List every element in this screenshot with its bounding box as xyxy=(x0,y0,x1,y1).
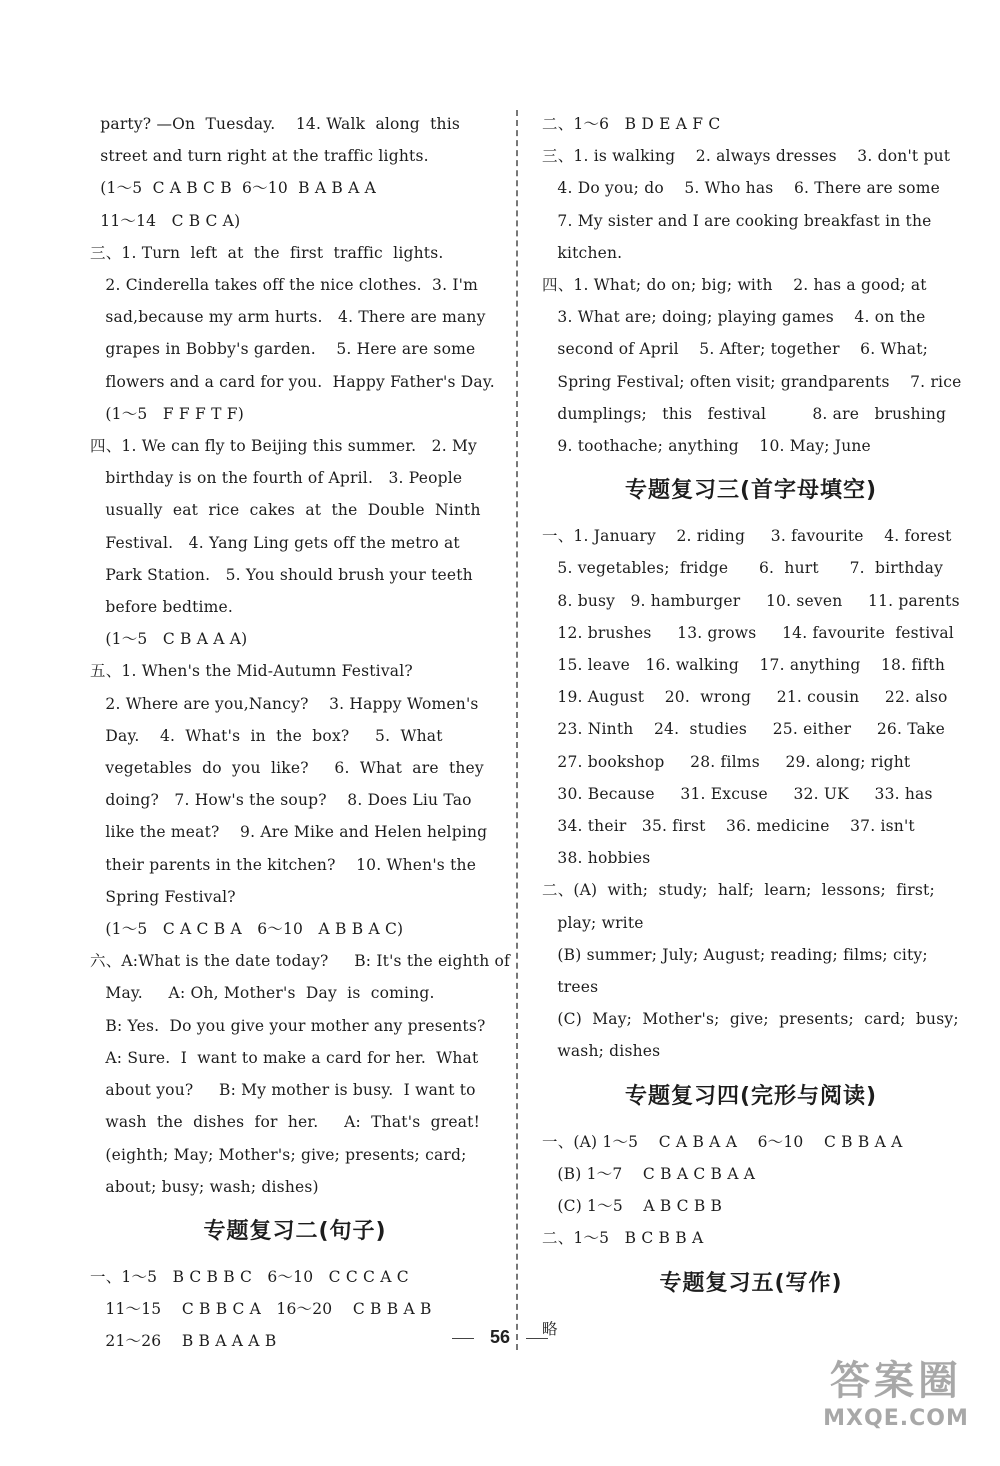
answer-line: 2. Where are you,Nancy? 3. Happy Women's xyxy=(90,694,479,713)
answer-line: before bedtime. xyxy=(90,598,234,617)
answer-line: (C) 1～5 A B C B B xyxy=(542,1197,723,1216)
answers-block-4 xyxy=(542,520,960,1067)
answer-line: about you? B: My mother is busy. I want to xyxy=(90,1081,476,1100)
site-logo-watermark xyxy=(810,1356,982,1448)
answer-line: 2. Cinderella takes off the nice clothes. 3. I'm xyxy=(90,276,479,295)
answer-line: Spring Festival? xyxy=(90,887,236,906)
answer-line: kitchen. xyxy=(542,243,623,262)
answer-line: 34. their 35. first 36. medicine 37. isn't xyxy=(542,817,915,836)
answer-line: 27. bookshop 28. films 29. along; right xyxy=(542,752,911,771)
dash-left xyxy=(452,1338,474,1339)
answer-line: second of April 5. After; together 6. What; xyxy=(542,340,929,359)
answer-line: like the meat? 9. Are Mike and Helen helping xyxy=(90,823,488,842)
answer-line: sad,because my arm hurts. 4. There are many xyxy=(90,308,486,327)
column-divider xyxy=(516,110,518,1350)
answer-line: B: Yes. Do you give your mother any presents? xyxy=(90,1016,486,1035)
answers-block-3 xyxy=(542,108,960,462)
answer-line: 19. August 20. wrong 21. cousin 22. also xyxy=(542,688,948,707)
answer-line: doing? 7. How's the soup? 8. Does Liu Tao xyxy=(90,791,472,810)
answer-line: 5. vegetables; fridge 6. hurt 7. birthday xyxy=(542,559,944,578)
section-heading-5: 专题复习五(写作) xyxy=(659,1270,843,1296)
answer-line: 21～26 B B A A A B xyxy=(90,1332,277,1351)
answer-line: grapes in Bobby's garden. 5. Here are some xyxy=(90,340,476,359)
answer-line: street and turn right at the traffic lights. xyxy=(90,147,429,166)
answer-line: dumplings; this festival 8. are brushing xyxy=(542,404,947,423)
answer-line: 3. What are; doing; playing games 4. on the xyxy=(542,308,926,327)
answer-line: 一、(A) 1～5 C A B A A 6～10 C B B A A xyxy=(542,1132,903,1151)
answer-line: 11～14 C B C A) xyxy=(90,211,241,230)
answer-line: 12. brushes 13. grows 14. favourite festival xyxy=(542,623,954,642)
answer-line: 8. busy 9. hamburger 10. seven 11. parents xyxy=(542,591,960,610)
answer-line: 一、1～5 B C B B C 6～10 C C C A C xyxy=(90,1267,409,1286)
answer-line: (eighth; May; Mother's; give; presents; card; xyxy=(90,1145,467,1164)
answer-line: party? —On Tuesday. 14. Walk along this xyxy=(90,115,461,133)
answers-block-5 xyxy=(542,1126,960,1255)
answer-line: (B) 1～7 C B A C B A A xyxy=(542,1164,756,1183)
answer-line: 23. Ninth 24. studies 25. either 26. Take xyxy=(542,720,945,739)
answer-line: 二、1～5 B C B B A xyxy=(542,1229,704,1248)
answer-line: 四、1. We can fly to Beijing this summer. 2. My xyxy=(90,437,478,456)
page-number xyxy=(0,1327,1000,1348)
answer-line: 四、1. What; do on; big; with 2. has a good; at xyxy=(542,276,927,295)
answers-block-1 xyxy=(90,108,510,1203)
answer-line: vegetables do you like? 6. What are they xyxy=(90,759,484,778)
section-heading-2: 专题复习二(句子) xyxy=(203,1218,387,1244)
answer-line: (1～5 C B A A A) xyxy=(90,630,248,649)
answer-line: about; busy; wash; dishes) xyxy=(90,1177,319,1196)
section-heading-3: 专题复习三(首字母填空) xyxy=(624,478,878,504)
answer-line: 15. leave 16. walking 17. anything 18. fifth xyxy=(542,656,946,675)
answer-line: flowers and a card for you. Happy Father's Day. xyxy=(90,372,495,391)
answer-line: (1～5 C A C B A 6～10 A B B A C) xyxy=(90,920,404,939)
answer-line: 一、1. January 2. riding 3. favourite 4. forest xyxy=(542,527,952,546)
answer-line: (C) May; Mother's; give; presents; card; busy; xyxy=(542,1010,959,1029)
answer-line: 六、A:What is the date today? B: It's the eighth of xyxy=(90,952,510,971)
answer-line: Festival. 4. Yang Ling gets off the metro at xyxy=(90,533,460,552)
answer-line: 7. My sister and I are cooking breakfast in the xyxy=(542,211,932,230)
answer-line: 38. hobbies xyxy=(542,849,651,868)
section-heading-4: 专题复习四(完形与阅读) xyxy=(624,1083,878,1109)
answer-line: 11～15 C B B C A 16～20 C B B A B xyxy=(90,1300,432,1319)
answer-line: their parents in the kitchen? 10. When's the xyxy=(90,855,477,874)
answer-line: (1～5 C A B C B 6～10 B A B A A xyxy=(90,179,377,198)
right-column xyxy=(542,108,960,1345)
answer-line: wash the dishes for her. A: That's great! xyxy=(90,1113,481,1132)
answer-line: 五、1. When's the Mid-Autumn Festival? xyxy=(90,662,413,681)
answer-line: Park Station. 5. You should brush your teeth xyxy=(90,565,473,584)
answer-line: 9. toothache; anything 10. May; June xyxy=(542,437,871,456)
answer-line: 4. Do you; do 5. Who has 6. There are some xyxy=(542,179,940,198)
left-column xyxy=(90,108,510,1358)
answer-line: (1～5 F F F T F) xyxy=(90,404,244,423)
answer-line: Day. 4. What's in the box? 5. What xyxy=(90,726,443,745)
answer-line: 三、1. is walking 2. always dresses 3. don't put xyxy=(542,147,951,166)
answer-line: trees xyxy=(542,978,599,997)
answer-line: 30. Because 31. Excuse 32. UK 33. has xyxy=(542,784,933,803)
answer-line: wash; dishes xyxy=(542,1042,661,1061)
answer-line: May. A: Oh, Mother's Day is coming. xyxy=(90,984,435,1003)
answer-line: Spring Festival; often visit; grandparents 7. rice xyxy=(542,372,962,391)
answer-line: birthday is on the fourth of April. 3. People xyxy=(90,469,463,488)
answer-line: 三、1. Turn left at the first traffic lights. xyxy=(90,243,444,262)
answer-line: A: Sure. I want to make a card for her. What xyxy=(90,1048,479,1067)
logo-text: 答案圈 xyxy=(830,1358,962,1404)
answer-line: (B) summer; July; August; reading; films; city; xyxy=(542,945,928,964)
logo-url: MXQE.COM xyxy=(823,1406,969,1431)
answer-line: 二、1～6 B D E A F C xyxy=(542,115,721,133)
answer-line: usually eat rice cakes at the Double Ninth xyxy=(90,501,481,520)
answer-line: play; write xyxy=(542,913,644,932)
dash-right xyxy=(526,1338,548,1339)
answer-line: 二、(A) with; study; half; learn; lessons; first; xyxy=(542,881,935,900)
answer-line: 略 xyxy=(542,1319,558,1338)
page-number-text: 56 xyxy=(489,1327,511,1347)
